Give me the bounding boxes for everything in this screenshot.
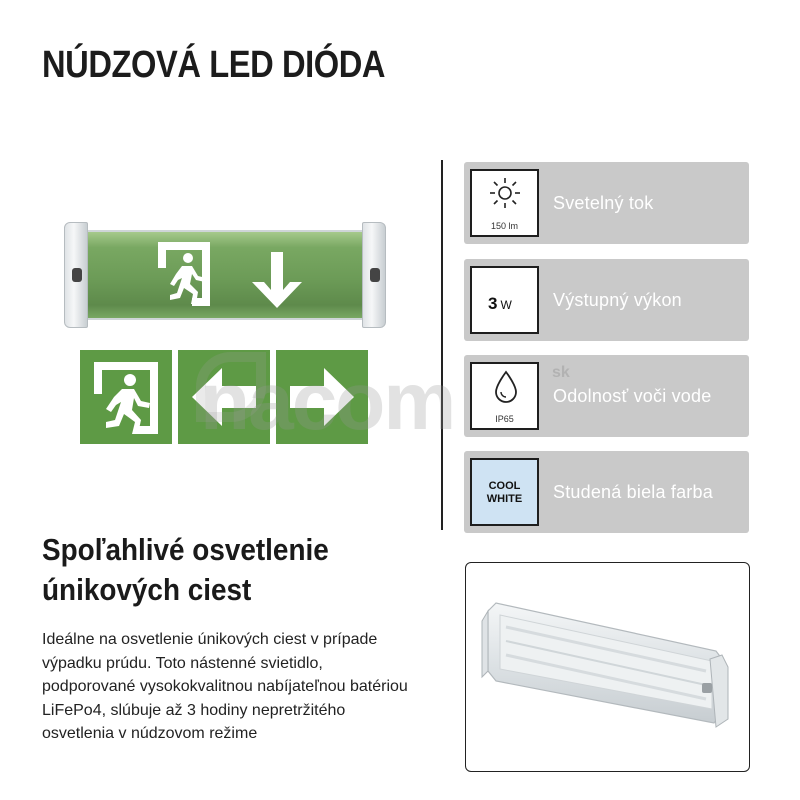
- feature-label: Výstupný výkon: [553, 290, 682, 310]
- exit-pictogram-tile: [80, 350, 172, 444]
- exit-sign-panel: [84, 230, 366, 320]
- feature-icon-box: [470, 169, 539, 237]
- ip-rating: IP65: [495, 414, 514, 424]
- watermark-suffix: sk: [552, 364, 570, 381]
- exit-sign-image: [64, 222, 386, 328]
- power-unit: W: [500, 298, 512, 312]
- power-value: [488, 294, 512, 314]
- section-heading-line-1: Spoľahlivé osvetlenie: [42, 532, 329, 567]
- vertical-divider: [441, 160, 443, 530]
- feature-label: Studená biela farba: [553, 482, 713, 502]
- product-image-frame: [465, 562, 750, 772]
- watermark: nacom: [200, 356, 455, 447]
- exit-sign-left-cap: [64, 222, 88, 328]
- sun-icon: [489, 177, 521, 209]
- page-title: NÚDZOVÁ LED DIÓDA: [42, 44, 386, 86]
- section-heading-line-2: únikových ciest: [42, 572, 252, 607]
- power-number: 3: [488, 294, 498, 313]
- feature-label: Svetelný tok: [553, 193, 654, 213]
- arrow-down-icon: [250, 250, 304, 310]
- feature-label: Odolnosť voči vode: [553, 386, 712, 406]
- arrow-right-icon: [276, 350, 368, 444]
- swatch-line-1: COOL: [488, 480, 521, 492]
- feature-luminous-flux: [464, 162, 749, 244]
- emergency-light-fixture-image: [466, 563, 751, 773]
- running-man-icon: [152, 238, 216, 310]
- right-arrow-tile: [276, 350, 368, 444]
- color-swatch: [470, 458, 539, 526]
- water-drop-icon: [493, 370, 519, 404]
- feature-icon-box: [470, 266, 539, 334]
- feature-color-temperature: [464, 451, 749, 533]
- section-body-text: Ideálne na osvetlenie únikových ciest v prípade výpadku prúdu. Toto nástenné svietidlo, podporované vysokokvalitnou nabíjateľnou batériou LiFePo4, slúbuje až 3 hodiny nepretržitého osvetlenia v núdzovom režime: [42, 631, 408, 742]
- luminous-flux-value: 150 lm: [490, 221, 518, 231]
- section-heading: [42, 530, 384, 610]
- running-man-icon: [80, 350, 172, 444]
- feature-output-power: [464, 259, 749, 341]
- color-swatch-text: [472, 480, 537, 506]
- exit-sign-right-cap: [362, 222, 386, 328]
- left-arrow-tile: [178, 350, 270, 444]
- arrow-left-icon: [178, 350, 270, 444]
- swatch-line-2: WHITE: [486, 493, 523, 505]
- feature-icon-box: [470, 362, 539, 430]
- feature-water-resistance: [464, 355, 749, 437]
